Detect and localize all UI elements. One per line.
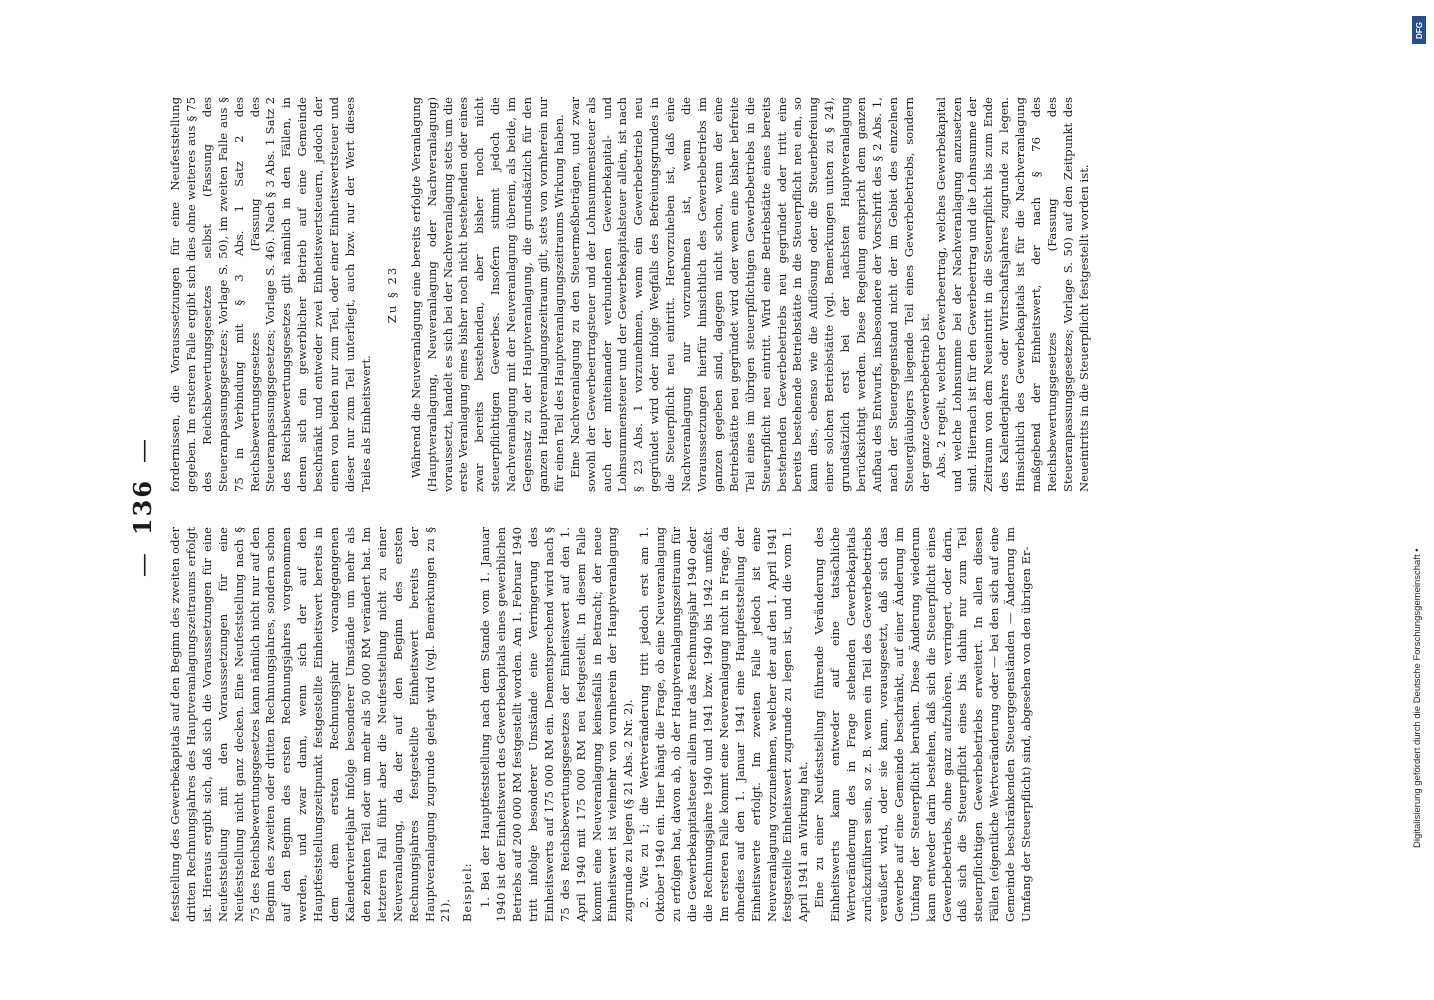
dfg-logo [1412,16,1426,44]
dfg-logo-text: DFG [1414,21,1424,39]
digitization-credit: Digitalisierung gefördert durch die Deutsche Forschungsgemeinschaft • [1412,548,1423,848]
page-number-value: 136 [128,478,157,536]
left-column [168,527,1035,922]
section-paragraph: Abs. 2 regelt, welcher Gewerbeertrag, welches Gewerbekapital und welche Lohnsumme bei der Nachveranlagung anzusetzen sind. Hiernach ist für den Gewerbeertrag und die Lohnsumme der Zeitraum von dem Neueintritt in die Steuerpflicht bis zum Ende des Kalenderjahres oder Wirtschaftsjahres zugrunde zu legen. Hinsichtlich des Gewerbekapitals ist für die Nachveranlagung maßgebend der Einheitswert, der nach § 76 des Reichsbewertungsgesetzes (Fassung des Steueranpassungsgesetzes; Vorlage S. 50) auf den Zeitpunkt des Neueintritts in die Steuerpflicht festgestellt worden ist. [933,97,1091,492]
section-heading: Zu § 23 [384,265,399,324]
digitization-sidebar [1408,8,1428,888]
left-paragraph: feststellung des Gewerbekapitals auf den Beginn des zweiten oder dritten Rechnungsjahres des Hauptveranlagungszeitraums erfolgt ist. Hieraus ergibt sich, daß sich die Vorausssetzungen für eine Neufeststellung mit den Vorausssetzungen für eine Neufeststellung nicht ganz decken. Eine Neufeststellung nach § 75 des Reichsbewertungsgesetzes kann nämlich nicht nur auf den Beginn des zweiten oder dritten Rechnungsjahres, sondern schon auf den Beginn des ersten Rechnungsjahres vorgenommen werden, und zwar dann, wenn sich der auf den Hauptfeststellungszeitpunkt festgestellte Einheitswert bereits in dem dem ersten Rechnungsjahr vorangegangenen Kalendervierteljahr infolge besonderer Umstände um mehr als den zehnten Teil oder um mehr als 50 000 RM verändert hat. Im letzteren Fall führt aber die Neufeststellung nicht zu einer Neuveranlagung, da der auf den Beginn des ersten Rechnungsjahres festgestellte Einheitswert bereits der Hauptveranlagung zugrunde gelegt wird (vgl. Bemerkungen zu § 21). [168,527,453,922]
example-item: 2. Wie zu 1; die Wertveränderung tritt jedoch erst am 1. Oktober 1940 ein. Hier hängt die Frage, ob eine Neuveranlagung zu erfolgen hat, davon ab, ob der Hauptveranlagungszeitraum für die Gewerbekapitalsteuer allein nur das Rechnungsjahr 1940 oder die Rechnungsjahre 1940 und 1941 bzw. 1940 bis 1942 umfaßt. Im ersteren Falle kommt eine Neuveranlagung nicht in Frage, da ohnedies auf den 1. Januar 1941 eine Hauptfeststellung der Einheitswerte erfolgt. Im zweiten Falle jedoch ist eine Neuveranlagung vorzunehmen, welcher der auf den 1. April 1941 festgestellte Einheitswert zugrunde zu legen ist, und die vom 1. April 1941 an Wirkung hat. [637,527,811,922]
right-column [168,97,1093,492]
scanned-page [128,92,1308,922]
page-number [128,92,157,922]
example-item: 1. Bei der Hauptfeststellung nach dem Stande vom 1. Januar 1940 ist der Einheitswert des Gewerbekapitals eines gewerblichen Betriebs auf 200 000 RM festgestellt worden. Am 1. Februar 1940 tritt infolge besonderer Umstände eine Verringerung des Einheitswerts auf 175 000 RM ein. Dementsprechend wird nach § 75 des Reichsbewertungsgesetzes der Einheitswert auf den 1. April 1940 mit 175 000 RM neu festgestellt. In diesem Falle kommt eine Neuveranlagung keinesfalls in Betracht; der neue Einheitswert ist vielmehr von vornherein der Hauptveranlagung zugrunde zu legen (§ 21 Abs. 2 Nr. 2). [478,527,636,922]
example-label: Beispiel: [460,862,475,922]
right-paragraph: fordernissen, die Vorausssetzungen für eine Neufeststellung gegeben. Im ersteren Falle ergibt sich dies ohne weiteres aus § 75 des Reichsbewertungsgesetzes selbst (Fassung des Steueranpassungsgesetzes; Vorlage S. 50), im zweiten Falle aus § 75 in Verbindung mit § 3 Abs. 1 Satz 2 des Reichsbewertungsgesetzes (Fassung des Steueranpassungsgesetzes; Vorlage S. 46). Nach § 3 Abs. 1 Satz 2 des Reichsbewertungsgesetzes gilt nämlich in den Fällen, in denen sich ein gewerblicher Betrieb auf eine Gemeinde beschränkt und entweder zwei Einheitswertsteuern, jedoch der einen von beiden nur zum Teil, oder einer Einheitswertsteuer und dieser nur zum Teil unterliegt, auch bzw. nur der Wert dieses Teiles als Einheitswert. [168,97,373,492]
left-closing-paragraph: Eine zu einer Neufeststellung führende Veränderung des Einheitswerts kann entweder auf eine tatsächliche Wertveränderung des in Frage stehenden Gewerbekapitals zurückzuführen sein, so z. B. wenn ein Teil des Gewerbebetriebs veräußert wird, oder sie kann, vorausgesetzt, daß sich das Gewerbe auf eine Gemeinde beschränkt, auf einer Änderung im Umfang der Steuerpflicht beruhen. Diese Änderung wiederum kann entweder darin bestehen, daß sich die Steuerpflicht eines Gewerbebetriebs, ohne ganz aufzuhören, verringert, oder darin, daß sich die Steuerpflicht eines bis dahin nur zum Teil steuerpflichtigen Gewerbebetriebs erweitert. In allen diesen Fällen (eigentliche Wertveränderung oder — bei den sich auf eine Gemeinde beschränkenden Steuergegenständen — Änderung im Umfang der Steuerpflicht) sind, abgesehen von den übrigen Er- [812,527,1034,922]
page-number-dash-right: — [129,436,157,463]
section-paragraph: Während die Neuveranlagung eine bereits erfolgte Veranlagung (Hauptveranlagung, Neuveranlagung oder Nachveranlagung) voraussetzt, handelt es sich bei der Nachveranlagung stets um die erste Veranlagung eines bisher noch nicht bestehenden oder eines zwar bereits bestehenden, aber bisher noch nicht steuerpflichtigen Gewerbes. Insofern stimmt jedoch die Nachveranlagung mit der Neuveranlagung überein, als beide, im Gegensatz zu der Hauptveranlagung, die grundsätzlich für den ganzen Hauptveranlagungszeitraum gilt, stets von vornherein nur für einen Teil des Hauptveranlagungszeitraums Wirkung haben. [408,97,566,492]
page-number-dash-left: — [129,551,157,578]
section-paragraph: Eine Nachveranlagung zu den Steuermeßbeträgen, und zwar sowohl der Gewerbeertragsteuer und der Lohnsummensteuer als auch der miteinander verbundenen Gewerbekapital- und Lohnsummensteuer und der Gewerbekapitalsteuer allein, ist nach § 23 Abs. 1 vorzunehmen, wenn ein Gewerbebetrieb neu gegründet wird oder infolge Wegfalls des Befreiungsgrundes in die Steuerpflicht neu eintritt. Hervorzuheben ist, daß eine Nachveranlagung nur vorzunehmen ist, wenn die Vorausssetzungen hierfür hinsichtlich des Gewerbebetriebs im ganzen gegeben sind, dagegen nicht schon, wenn der eine Betriebstätte neu gegründet wird oder wenn eine bisher befreite Teil eines im übrigen steuerpflichtigen Gewerbebetriebs in die Steuerpflicht neu eintritt. Wird eine Betriebstätte eines bereits bestehenden Gewerbebetriebs neu gegründet oder tritt eine bereits bestehende Betriebstätte in die Steuerpflicht neu ein, so kann dies, ebenso wie die Auflösung oder die Steuerbefreiung einer solchen Betriebstätte (vgl. Bemerkungen unten zu § 24), grundsätzlich erst bei der nächsten Hauptveranlagung berücksichtigt werden. Diese Regelung entspricht dem ganzen Aufbau des Entwurfs, insbesondere der Vorschrift des § 2 Abs. 1, nach der Steuergegenstand nicht der im Gebiet des einzelnen Steuergläubigers liegende Teil eines Gewerbebetriebs, sondern der ganze Gewerbebetrieb ist. [567,97,932,492]
